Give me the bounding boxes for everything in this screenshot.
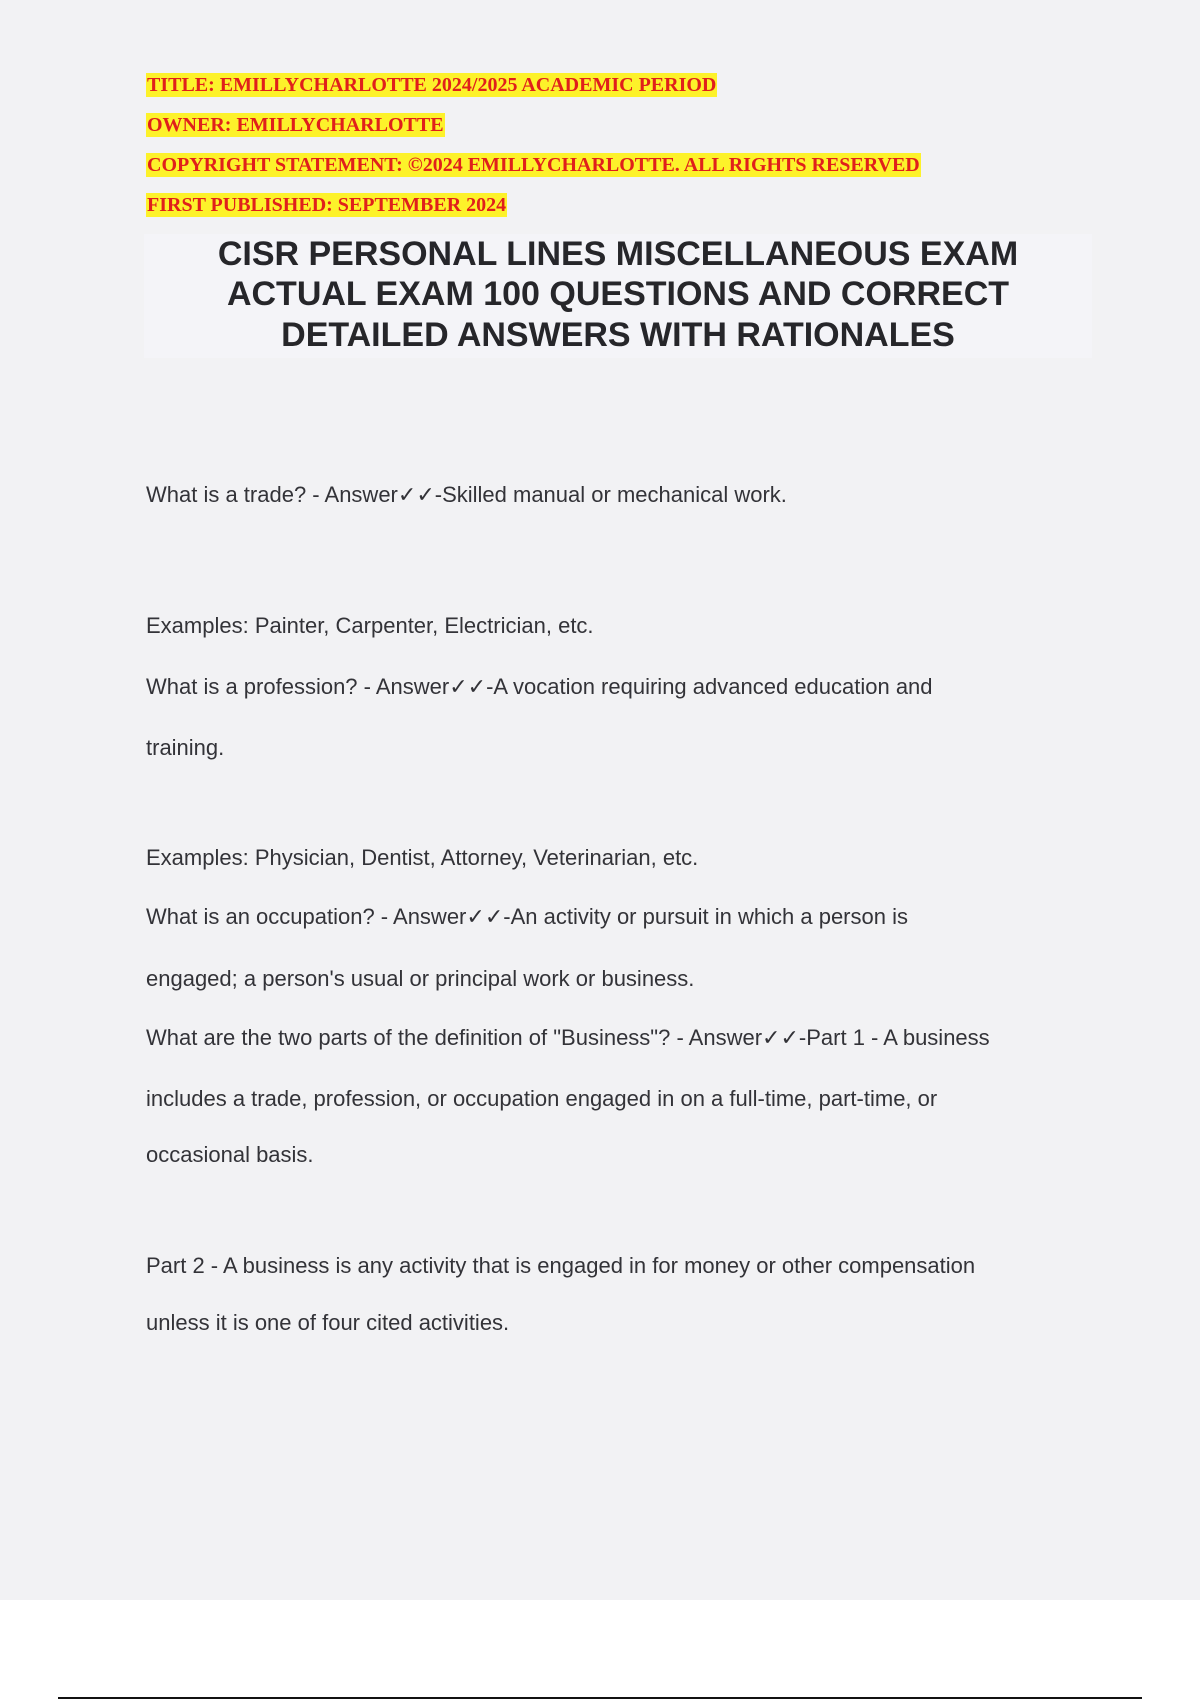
question-business: What are the two parts of the definition of "Business"? - Answer✓✓-Part 1 - A business [146, 1025, 990, 1050]
title-line-1: CISR PERSONAL LINES MISCELLANEOUS EXAM [217, 235, 1019, 273]
question-profession-cont: training. [146, 735, 225, 760]
question-business-cont-2: occasional basis. [146, 1142, 314, 1167]
question-profession: What is a profession? - Answer✓✓-A vocation requiring advanced education and [146, 674, 933, 699]
question-business-cont-1: includes a trade, profession, or occupation engaged in on a full-time, part-time, or [146, 1086, 938, 1111]
meta-published: FIRST PUBLISHED: SEPTEMBER 2024 [147, 194, 507, 216]
meta-title: TITLE: EMILLYCHARLOTTE 2024/2025 ACADEMIC PERIOD [147, 74, 717, 96]
question-occupation-cont: engaged; a person's usual or principal work or business. [146, 966, 695, 991]
footer-divider [58, 1697, 1142, 1699]
title-line-2: ACTUAL EXAM 100 QUESTIONS AND CORRECT [226, 275, 1010, 313]
business-part-2-cont: unless it is one of four cited activities. [146, 1310, 510, 1335]
profession-examples: Examples: Physician, Dentist, Attorney, Veterinarian, etc. [146, 845, 699, 870]
meta-copyright: COPYRIGHT STATEMENT: ©2024 EMILLYCHARLOTTE. ALL RIGHTS RESERVED [147, 154, 920, 176]
title-line-3: DETAILED ANSWERS WITH RATIONALES [281, 316, 955, 354]
question-occupation: What is an occupation? - Answer✓✓-An activity or pursuit in which a person is [146, 904, 908, 929]
business-part-2: Part 2 - A business is any activity that is engaged in for money or other compensation [146, 1253, 976, 1278]
trade-examples: Examples: Painter, Carpenter, Electrician, etc. [146, 613, 594, 638]
question-trade: What is a trade? - Answer✓✓-Skilled manual or mechanical work. [146, 482, 787, 507]
meta-owner: OWNER: EMILLYCHARLOTTE [147, 114, 444, 136]
document-title [144, 234, 1092, 358]
